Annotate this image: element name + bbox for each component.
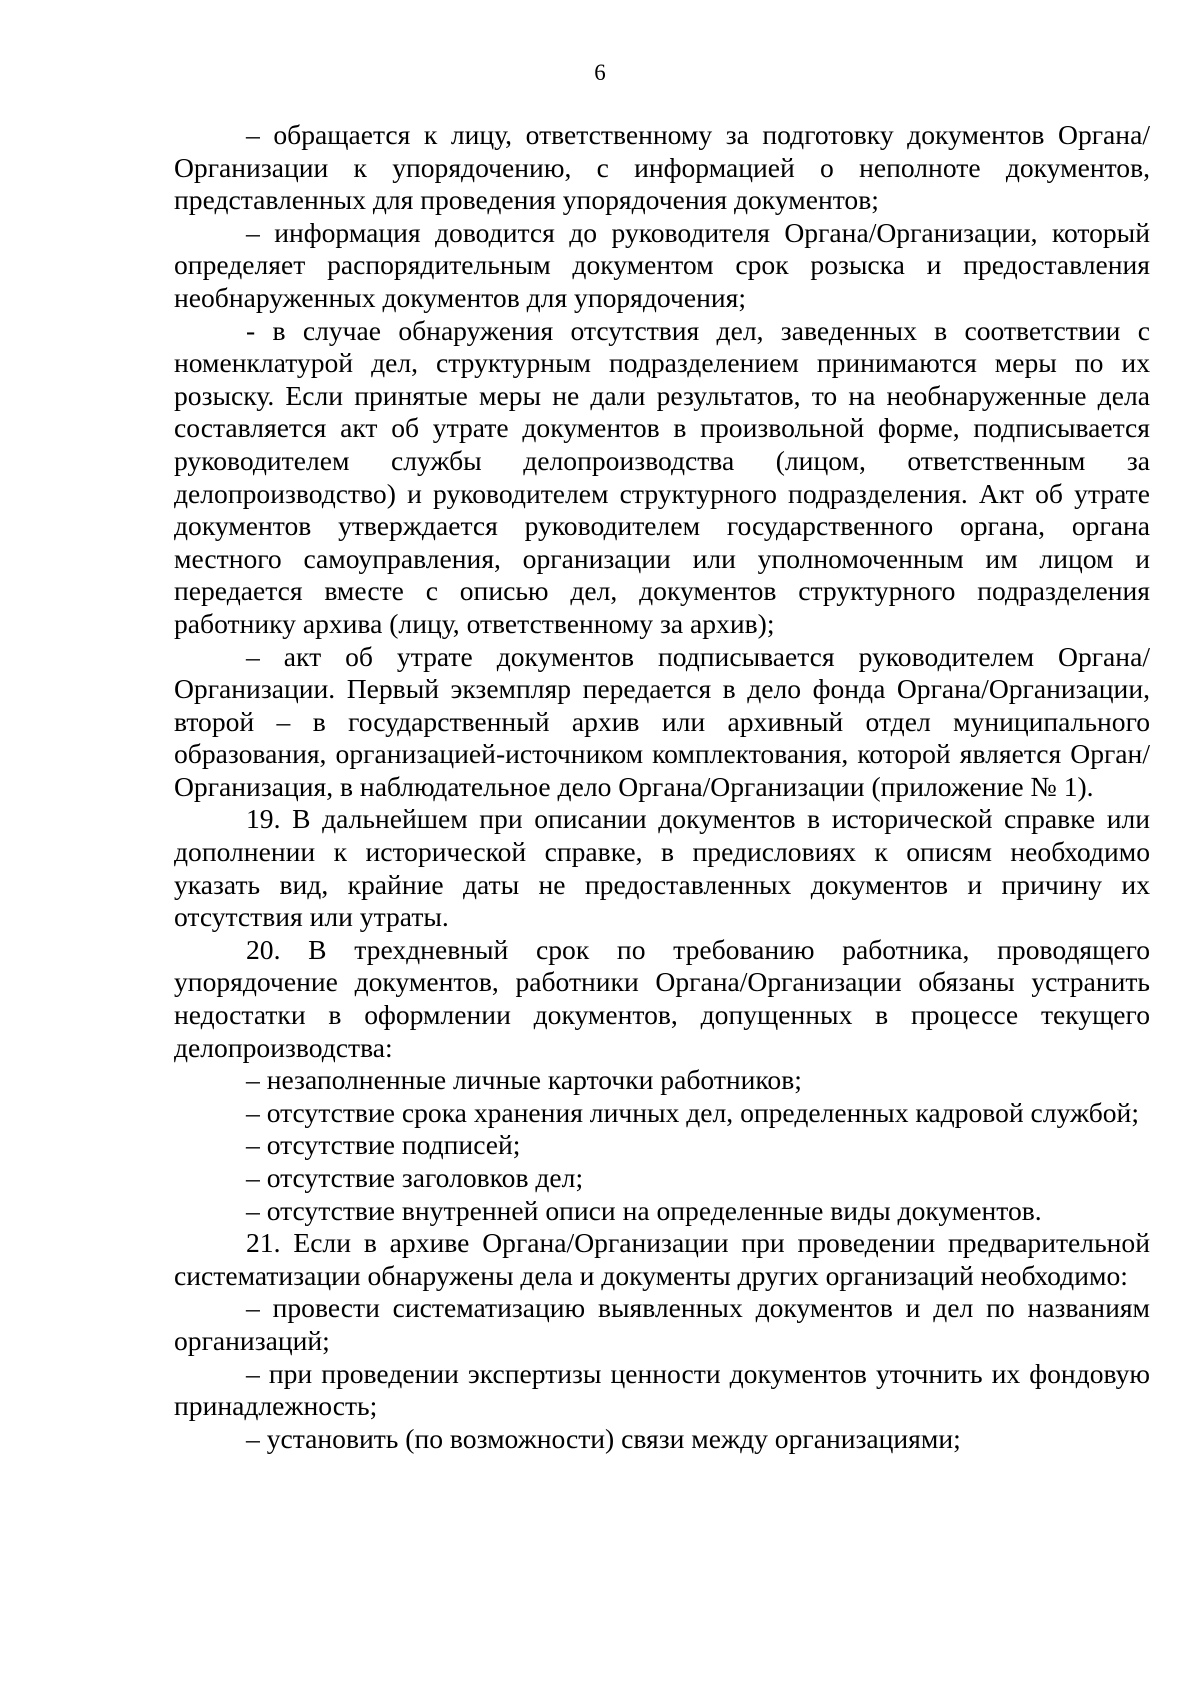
paragraph-item-19: 19. В дальнейшем при описании документов в исторической справке или дополнении к исторической справке, в предисловиях к описям необходимо указать вид, крайние даты не предоставленных документов и причину их отсутствия или утраты. — [174, 803, 1150, 933]
paragraph-missing-cases-search: - в случае обнаружения отсутствия дел, заведенных в соответствии с номенклатурой дел, структурным подразделением принимаются меры по их розыску. Если принятые меры не дали результатов, то на необнаруженные дела составляется акт об утрате документов в произвольной форме, подписывается руководителем службы делопроизводства (лицом, ответственным за делопроизводство) и руководителем структурного подразделения. Акт об утрате документов утверждается руководителем государственного органа, органа местного самоуправления, организации или уполномоченным им лицом и передается вместе с описью дел, документов структурного подразделения работнику архива (лицу, ответственному за архив); — [174, 314, 1150, 639]
paragraph-item-20: 20. В трехдневный срок по требованию работника, проводящего упорядочение документов, работники Органа/Организации обязаны устранить недостатки в оформлении документов, допущенных в процессе текущего делопроизводства: — [174, 933, 1150, 1063]
list-item-internal-inventory: – отсутствие внутренней описи на определенные виды документов. — [246, 1194, 1042, 1226]
paragraph-missing-docs-contact: – обращается к лицу, ответственному за подготовку документов Органа/Организации к упорядочению, с информацией о неполноте документов, представленных для проведения упорядочения документов; — [174, 119, 1150, 216]
list-item-fund-membership: – при проведении экспертизы ценности документов уточнить их фондовую принадлежность; — [174, 1357, 1150, 1422]
list-item-signatures: – отсутствие подписей; — [246, 1129, 521, 1161]
document-body — [174, 119, 1150, 1455]
list-item-personal-cards: – незаполненные личные карточки работников; — [246, 1064, 802, 1096]
list-item-storage-period: – отсутствие срока хранения личных дел, определенных кадровой службой; — [246, 1096, 1139, 1128]
paragraph-loss-act-signing: – акт об утрате документов подписывается руководителем Органа/Организации. Первый экземпляр передается в дело фонда Органа/Организации, второй – в государственный архив или архивный отдел муниципального образования, организацией-источником комплектования, которой является Орган/Организация, в наблюдательное дело Органа/Организации (приложение № 1). — [174, 640, 1150, 802]
list-item-systematization: – провести систематизацию выявленных документов и дел по названиям организаций; — [174, 1292, 1150, 1356]
paragraph-missing-docs-head-notice: – информация доводится до руководителя Органа/Организации, который определяет распорядительным документом срок розыска и предоставления необнаруженных документов для упорядочения; — [174, 216, 1150, 313]
list-item-org-links: – установить (по возможности) связи между организациями; — [246, 1422, 961, 1454]
paragraph-item-21: 21. Если в архиве Органа/Организации при проведении предварительной систематизации обнаружены дела и документы других организаций необходимо: — [174, 1227, 1150, 1291]
page-number: 6 — [594, 60, 606, 85]
list-item-case-titles: – отсутствие заголовков дел; — [246, 1162, 584, 1193]
